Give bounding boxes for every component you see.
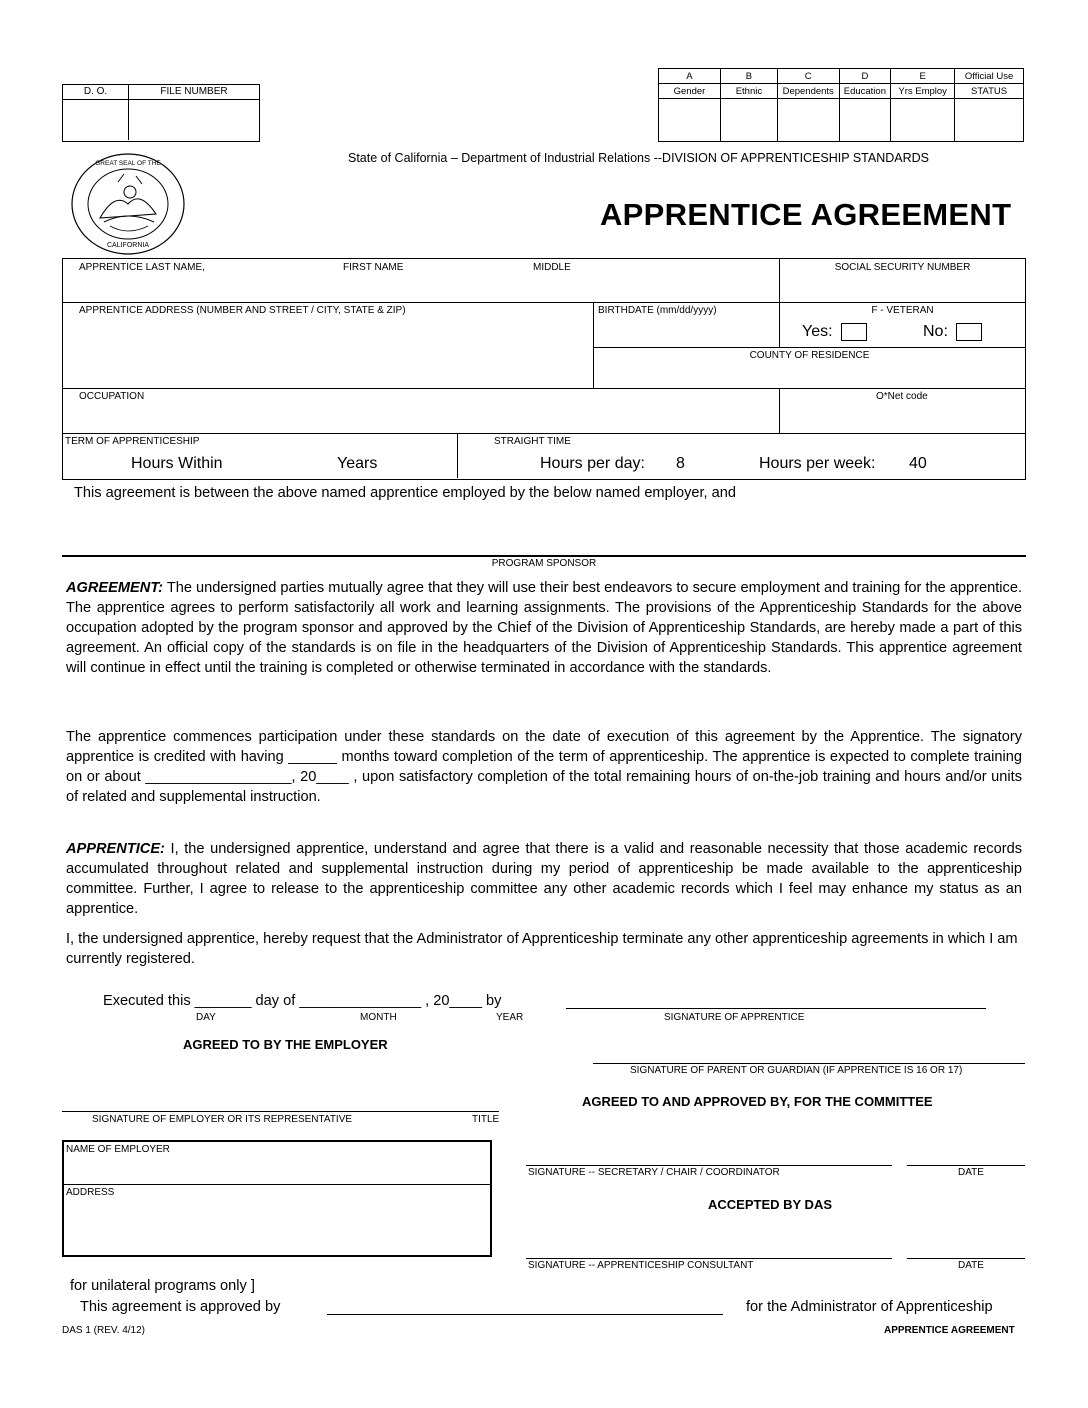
code-label: STATUS xyxy=(955,84,1024,99)
employer-name-field[interactable] xyxy=(64,1142,490,1185)
code-label: Education xyxy=(839,84,891,99)
agreement-paragraph xyxy=(66,578,1022,678)
first-name-label: FIRST NAME xyxy=(343,262,404,273)
term-cell[interactable] xyxy=(63,434,458,478)
month-label: MONTH xyxy=(360,1012,397,1023)
code-label: Yrs Employ xyxy=(891,84,955,99)
parent-signature-label: SIGNATURE OF PARENT OR GUARDIAN (IF APPRENTICE IS 16 OR 17) xyxy=(630,1065,963,1076)
do-file-box xyxy=(62,84,260,142)
birthdate-cell[interactable] xyxy=(594,303,780,348)
hours-per-day-value[interactable]: 8 xyxy=(676,455,685,472)
committee-signature-label: SIGNATURE -- SECRETARY / CHAIR / COORDINATOR xyxy=(528,1167,780,1178)
years-label: Years xyxy=(337,455,378,472)
veteran-no-label: No: xyxy=(923,323,948,341)
code-letter: Official Use xyxy=(955,69,1024,84)
agency-line: State of California – Department of Industrial Relations --DIVISION OF APPRENTICESHIP STANDARDS xyxy=(348,151,929,165)
code-letter: E xyxy=(891,69,955,84)
agreement-heading: AGREEMENT: xyxy=(66,580,164,596)
intro-text: This agreement is between the above named apprentice employed by the below named employer, and xyxy=(74,485,736,501)
employer-address-label: ADDRESS xyxy=(66,1187,115,1198)
day-label: DAY xyxy=(196,1012,216,1023)
code-field-yrs-employ[interactable] xyxy=(891,99,955,142)
state-seal xyxy=(70,152,186,256)
code-field-education[interactable] xyxy=(839,99,891,142)
das-signature-line[interactable] xyxy=(526,1258,892,1259)
ssn-cell[interactable] xyxy=(780,259,1025,303)
straight-time-label: STRAIGHT TIME xyxy=(494,436,571,447)
occupation-cell[interactable] xyxy=(63,389,780,434)
committee-date-line[interactable] xyxy=(907,1165,1025,1166)
code-label: Gender xyxy=(659,84,721,99)
code-field-status[interactable] xyxy=(955,99,1024,142)
county-cell[interactable] xyxy=(594,348,1025,389)
code-letter: D xyxy=(839,69,891,84)
apprentice-signature-label: SIGNATURE OF APPRENTICE xyxy=(664,1012,805,1023)
svg-text:CALIFORNIA: CALIFORNIA xyxy=(106,242,150,249)
veteran-no xyxy=(923,323,982,341)
form-number: DAS 1 (REV. 4/12) xyxy=(62,1325,146,1336)
agreement-text: The undersigned parties mutually agree that they will use their best endeavors to secure employment and training for the apprentice. The apprentice agrees to perform satisfactorily all work and learning assignments. The provisions of the Apprenticeship Standards for the above occupation adopted by the program sponsor and approved by the Chief of the Division of Apprenticeship Standards, are hereby made a part of this agreement. An official copy of the standards is on file in the headquarters of the Division of Apprenticeship Standards. This apprentice agreement will continue in effect until the training is completed or otherwise terminated in accordance with the standards. xyxy=(66,580,1022,676)
file-number-field[interactable] xyxy=(129,100,259,140)
term-label: TERM OF APPRENTICESHIP xyxy=(65,436,200,447)
veteran-yes-checkbox[interactable] xyxy=(841,323,867,341)
administrator-label: for the Administrator of Apprenticeship xyxy=(746,1299,993,1315)
committee-heading: AGREED TO AND APPROVED BY, FOR THE COMMITTEE xyxy=(582,1094,933,1109)
apprentice-signature-line[interactable] xyxy=(566,1008,986,1009)
county-label: COUNTY OF RESIDENCE xyxy=(749,350,870,361)
commence-paragraph: The apprentice commences participation under these standards on the date of execution of this agreement by the Apprentice. The signatory apprentice is credited with having ______ months toward completion of the term of apprenticeship. The apprentice is expected to complete training on or about __________________, 20____ , upon satisfactory completion of the total remaining hours of on-the-job training and hours and/or units of related and supplemental instruction. xyxy=(66,729,1022,805)
das-date-line[interactable] xyxy=(907,1258,1025,1259)
address-cell[interactable] xyxy=(63,303,594,389)
straight-time-cell xyxy=(458,434,1025,478)
employer-box xyxy=(62,1140,492,1257)
codes-table xyxy=(658,68,1024,142)
apprentice-paragraph xyxy=(66,839,1022,919)
year-label: YEAR xyxy=(496,1012,524,1023)
employer-name-label: NAME OF EMPLOYER xyxy=(66,1144,170,1155)
accepted-by-das: ACCEPTED BY DAS xyxy=(708,1197,833,1212)
ssn-label: SOCIAL SECURITY NUMBER xyxy=(834,262,971,273)
address-label: APPRENTICE ADDRESS (NUMBER AND STREET / CITY, STATE & ZIP) xyxy=(79,305,406,316)
page-title: APPRENTICE AGREEMENT xyxy=(600,197,1012,232)
footer-title: APPRENTICE AGREEMENT xyxy=(884,1325,1015,1336)
hours-per-week-value[interactable]: 40 xyxy=(909,455,927,472)
codes-labels-row xyxy=(659,84,1024,99)
das-date-label: DATE xyxy=(958,1260,984,1271)
apprentice-heading: APPRENTICE: xyxy=(66,841,165,857)
executed-line: Executed this _______ day of _______________ , 20____ by xyxy=(103,993,502,1009)
name-cell[interactable] xyxy=(63,259,780,303)
committee-signature-line[interactable] xyxy=(526,1165,892,1166)
codes-letters-row xyxy=(659,69,1024,84)
middle-label: MIDDLE xyxy=(533,262,571,273)
occupation-label: OCCUPATION xyxy=(79,391,145,402)
employer-signature-line[interactable] xyxy=(62,1111,499,1112)
onet-label: O*Net code xyxy=(876,391,928,402)
agreed-by-employer: AGREED TO BY THE EMPLOYER xyxy=(183,1037,388,1052)
code-field-dependents[interactable] xyxy=(777,99,839,142)
code-label: Dependents xyxy=(777,84,839,99)
file-number-label: FILE NUMBER xyxy=(129,85,259,100)
veteran-yes-label: Yes: xyxy=(802,323,833,341)
parent-signature-line[interactable] xyxy=(593,1063,1025,1064)
veteran-no-checkbox[interactable] xyxy=(956,323,982,341)
apprentice-text: I, the undersigned apprentice, understand and agree that there is a valid and reasonable necessity that those academic records accumulated throughout related and supplemental instruction during my period of apprenticeship be made available to the apprenticeship committee. Further, I agree to release to the apprenticeship committee any other academic records which I feel may enhance my status as an apprentice. xyxy=(66,841,1022,917)
seal-icon xyxy=(70,152,186,256)
svg-text:GREAT SEAL OF THE: GREAT SEAL OF THE xyxy=(95,160,161,167)
das-signature-label: SIGNATURE -- APPRENTICESHIP CONSULTANT xyxy=(528,1260,754,1271)
onet-cell[interactable] xyxy=(780,389,1025,434)
codes-fields-row xyxy=(659,99,1024,142)
hours-per-day-label: Hours per day: xyxy=(540,455,645,472)
administrator-signature-line[interactable] xyxy=(327,1314,723,1315)
employer-title-label: TITLE xyxy=(472,1114,500,1125)
apprentice-info-grid xyxy=(62,258,1026,480)
committee-date-label: DATE xyxy=(958,1167,984,1178)
code-letter: B xyxy=(720,69,777,84)
employer-address-field[interactable] xyxy=(64,1185,490,1255)
birthdate-label: BIRTHDATE (mm/dd/yyyy) xyxy=(598,305,717,316)
code-label: Ethnic xyxy=(720,84,777,99)
veteran-cell xyxy=(780,303,1025,348)
unilateral-note: for unilateral programs only ] xyxy=(70,1278,255,1294)
veteran-yes xyxy=(802,323,867,341)
last-name-label: APPRENTICE LAST NAME, xyxy=(79,262,205,273)
veteran-label: F - VETERAN xyxy=(871,305,934,316)
code-letter: A xyxy=(659,69,721,84)
program-sponsor-label: PROGRAM SPONSOR xyxy=(491,558,597,569)
program-sponsor-line[interactable] xyxy=(62,555,1026,557)
code-field-gender[interactable] xyxy=(659,99,721,142)
do-field[interactable] xyxy=(63,100,129,140)
terminate-paragraph: I, the undersigned apprentice, hereby request that the Administrator of Apprenticeship terminate any other apprenticeship agreements in which I am currently registered. xyxy=(66,931,1018,967)
approved-by-label: This agreement is approved by xyxy=(80,1299,281,1315)
employer-signature-label: SIGNATURE OF EMPLOYER OR ITS REPRESENTATIVE xyxy=(92,1114,353,1125)
hours-per-week-label: Hours per week: xyxy=(759,455,876,472)
hours-within-label: Hours Within xyxy=(131,455,223,472)
do-label: D. O. xyxy=(63,85,129,100)
code-field-ethnic[interactable] xyxy=(720,99,777,142)
code-letter: C xyxy=(777,69,839,84)
